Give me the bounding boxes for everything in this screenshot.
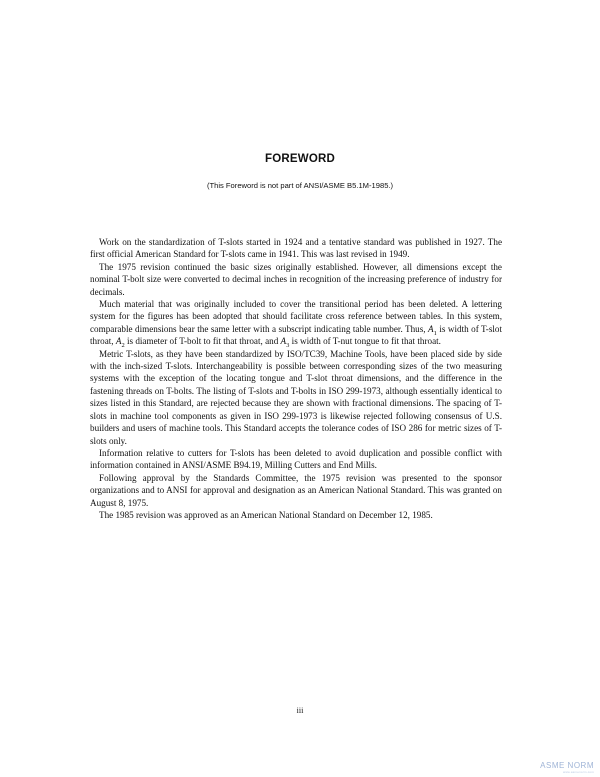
paragraph-lettering-system: [90, 298, 502, 348]
subscript-index: 1: [433, 329, 437, 337]
text-run: The 1975 revision continued the basic sizes originally established. However, all dimensions except the nominal T-bolt size were converted to decimal inches in recognition of the increasing preference of industry for decimals.: [90, 261, 502, 297]
watermark-url: www.asmenorm.com: [562, 770, 594, 774]
text-run: Work on the standardization of T-slots started in 1924 and a tentative standard was published in 1927. The first official American Standard for T-slots came in 1941. This was last revised in 1949.: [90, 237, 502, 260]
paragraph-1975-revision: [90, 261, 502, 298]
subscript-index: 3: [286, 342, 290, 350]
text-run: Information relative to cutters for T-slots has been deleted to avoid duplication and possible conflict with information contained in ANSI/ASME B94.19, Milling Cutters and End Mills.: [90, 447, 502, 471]
paragraph-1985-revision: [90, 509, 502, 521]
foreword-body: [90, 236, 502, 521]
text-run: is width of T-nut tongue to fit that throat.: [289, 336, 441, 347]
text-run: Metric T-slots, as they have been standardized by ISO/TC39, Machine Tools, have been placed side by side with the inch-sized T-slots. Interchangeability is possible between corresponding sizes of the two measuring systems with the exception of the locating tongue and T-slot throat dimensions, and the difference in the fastening threads on T-bolts. The listing of T-slots and T-bolts in ISO 299-1973, although essentially identical to sizes listed in this Standard, are rejected because they are shown with fractional dimensions. The spacing of T-slots in machine tool components as given in ISO 299-1973 is likewise rejected following consensus of U.S. builders and users of machine tools. This Standard accepts the tolerance codes of ISO 286 for metric sizes of T-slots only.: [90, 348, 502, 446]
text-run: is diameter of T-bolt to fit that throat, and: [124, 336, 281, 347]
text-run: Following approval by the Standards Committee, the 1975 revision was presented to the sponsor organizations and to ANSI for approval and designation as an American National Standard. This was granted on August 8, 1975.: [90, 472, 502, 508]
watermark-brand: ASME NORM: [540, 761, 594, 770]
variable-symbol: A: [428, 323, 434, 334]
foreword-note: (This Foreword is not part of ANSI/ASME B5.1M-1985.): [206, 181, 394, 190]
watermark-logo: [540, 761, 594, 774]
variable-symbol: A: [280, 336, 287, 347]
page-title: FOREWORD: [265, 153, 335, 165]
text-run: is width of T-slot throat,: [90, 323, 502, 347]
paragraph-cutters: [90, 447, 502, 472]
paragraph-metric-tslots: [90, 348, 502, 447]
subscript-index: 2: [121, 342, 125, 350]
page-number: iii: [296, 706, 304, 715]
text-run: The 1985 revision was approved as an American National Standard on December 12, 1985.: [99, 509, 433, 520]
paragraph-approval: [90, 472, 502, 509]
paragraph-history: [90, 236, 502, 261]
text-run: Much material that was originally included to cover the transitional period has been deleted. A lettering system for the figures has been adopted that should facilitate cross reference between tables. In this system, comparable dimensions bear the same letter with a subscript indicating table number. Thus,: [90, 299, 502, 334]
variable-symbol: A: [115, 336, 122, 347]
